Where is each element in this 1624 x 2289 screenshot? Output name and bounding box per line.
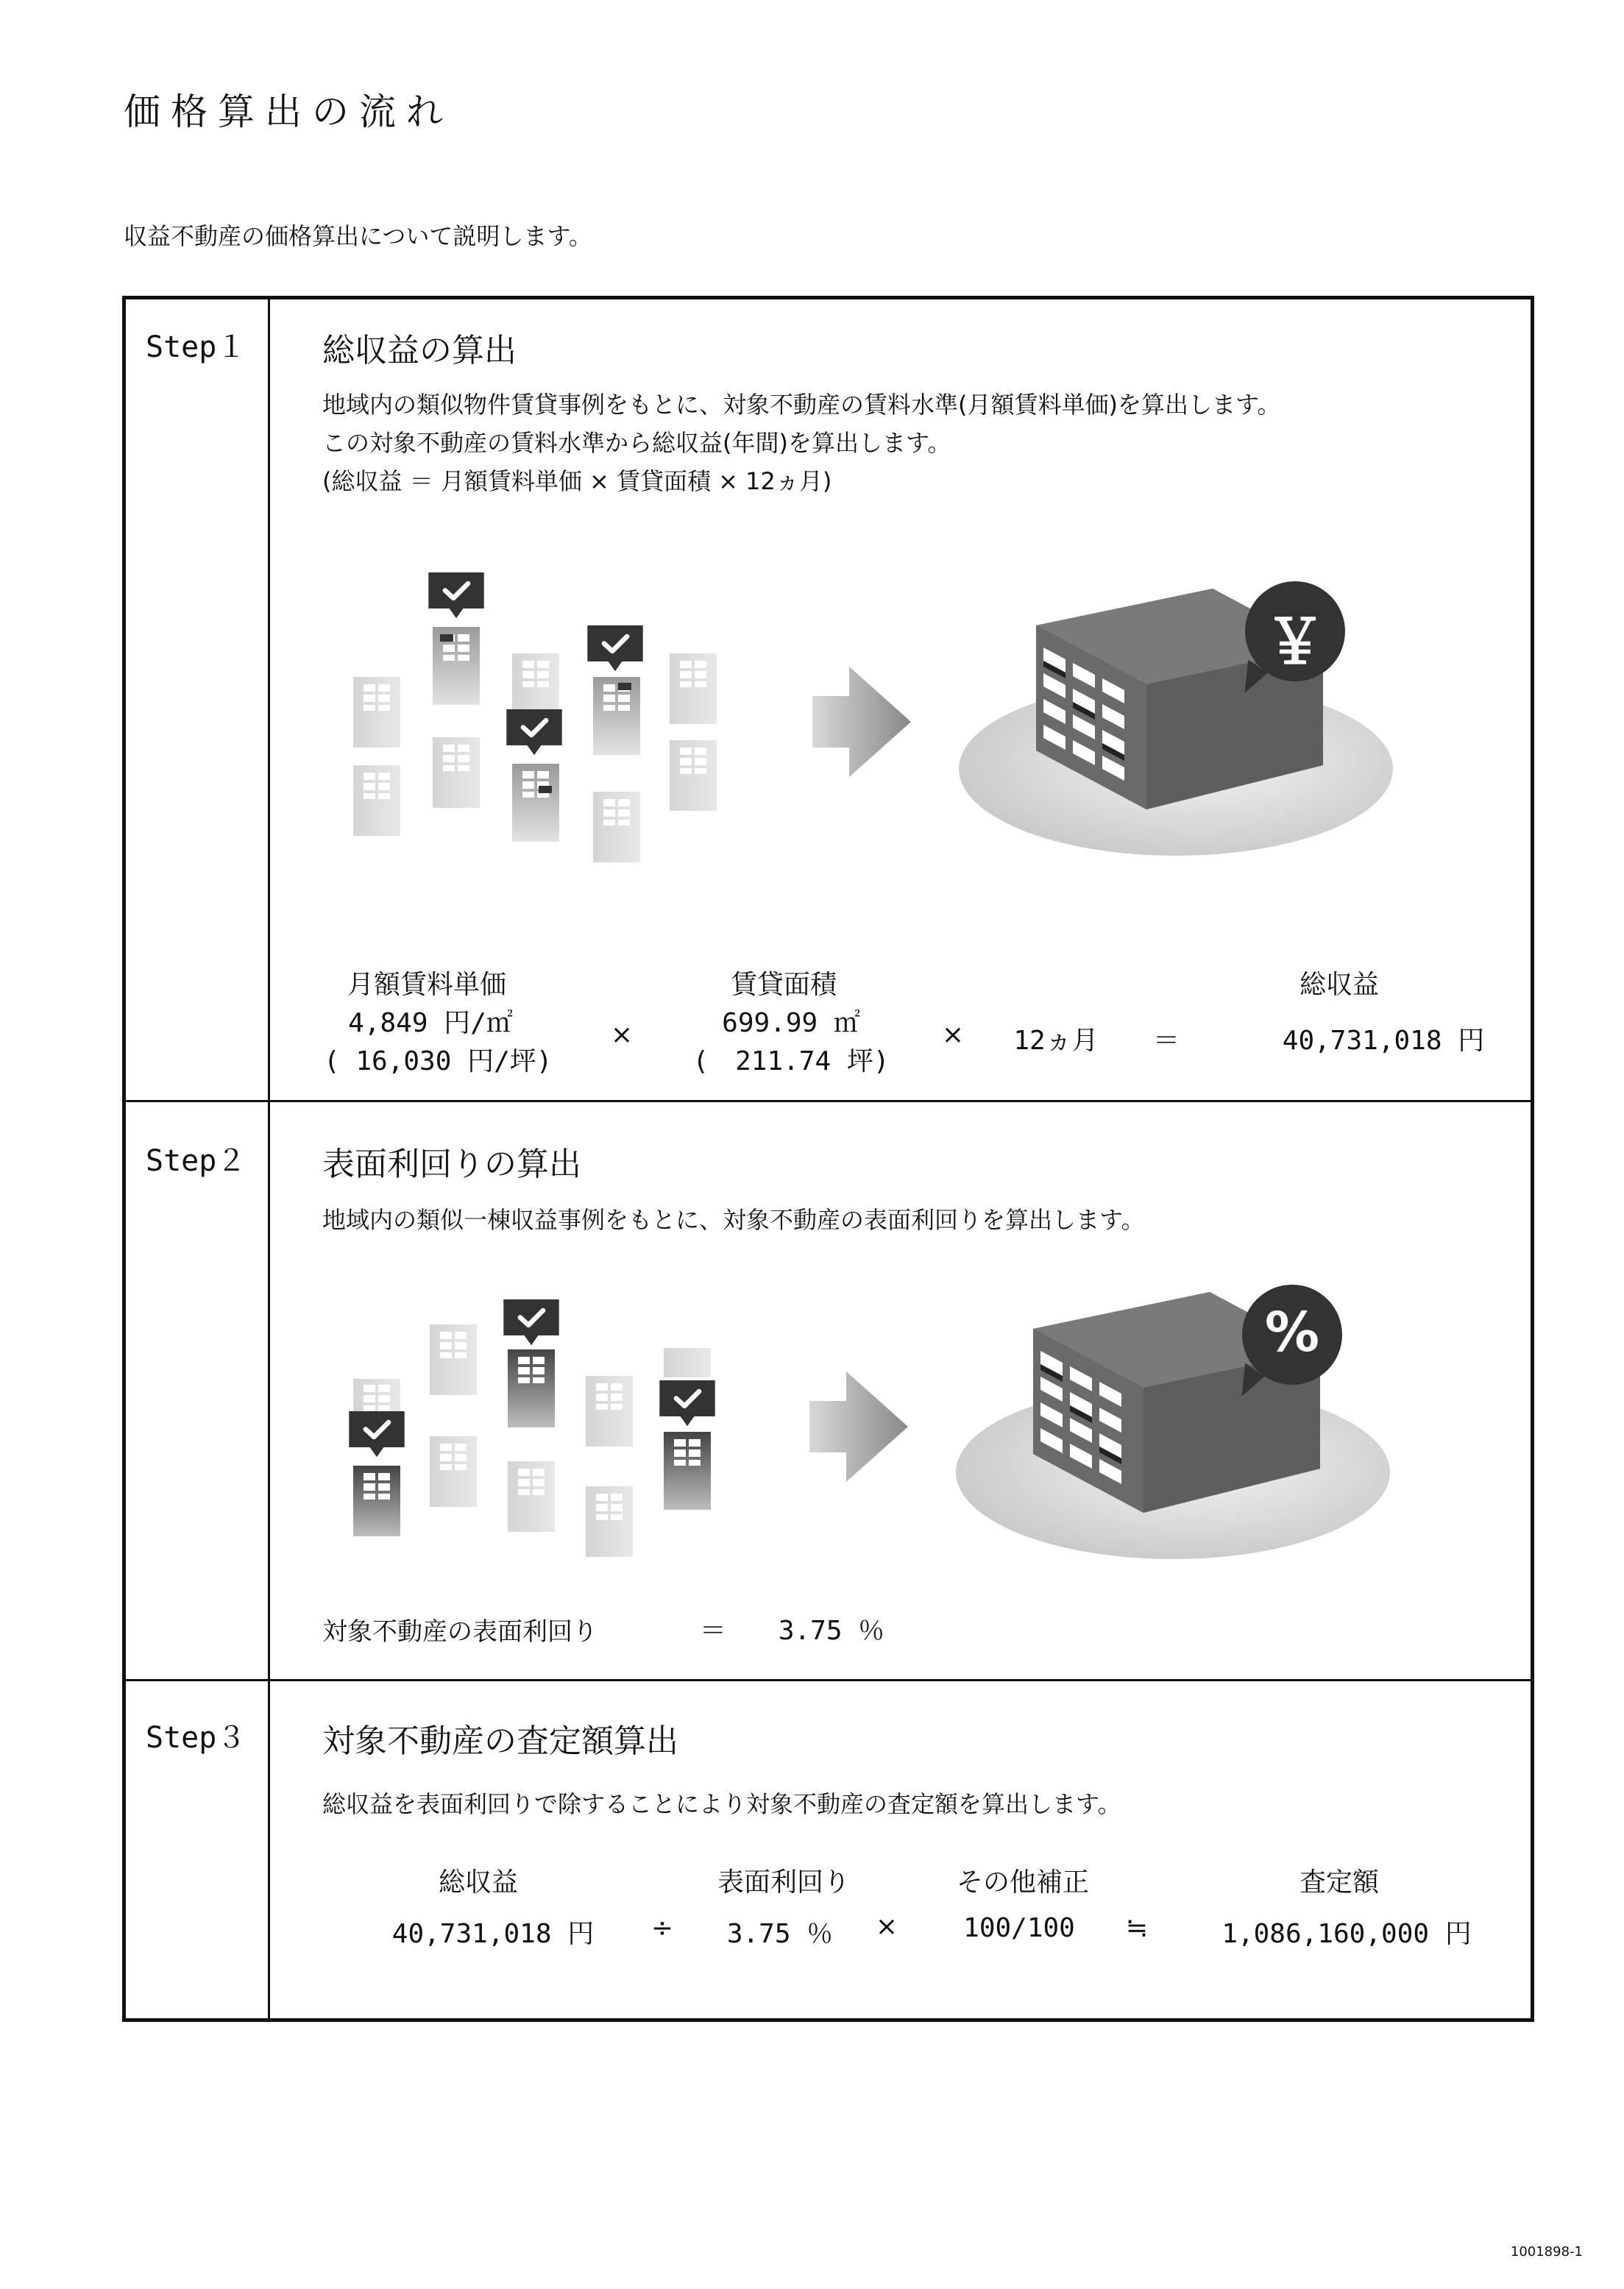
step1-label: Step１ — [146, 330, 247, 364]
building-icon — [430, 1436, 477, 1507]
times-sign: × — [941, 1020, 965, 1050]
page-title: 価格算出の流れ — [124, 91, 453, 133]
times-sign: × — [875, 1912, 898, 1942]
building-icon — [508, 1349, 555, 1427]
check-icon — [587, 625, 642, 671]
yen-badge-icon — [1245, 581, 1345, 681]
equals-sign: ＝ — [699, 1616, 726, 1646]
arrow-right-icon — [809, 1371, 908, 1482]
area-tsubo: ( 211.74 坪) — [692, 1046, 890, 1076]
step1-formula: (総収益 ＝ 月額賃料単価 × 賃貸面積 × 12ヵ月) — [322, 467, 832, 495]
total-income-value: 40,731,018 円 — [1282, 1026, 1485, 1056]
step1-desc2: この対象不動産の賃料水準から総収益(年間)を算出します。 — [322, 429, 951, 457]
yield-label-step3: 表面利回り — [717, 1867, 850, 1898]
step1-heading: 総収益の算出 — [322, 332, 517, 369]
document-code: 1001898-1 — [1510, 2244, 1583, 2260]
percent-badge-icon — [1242, 1285, 1342, 1385]
approx-sign: ≒ — [1125, 1913, 1149, 1943]
arrow-right-icon — [812, 667, 911, 777]
check-icon — [349, 1411, 404, 1457]
yen-symbol: ￥ — [1264, 608, 1325, 678]
area-label: 賃貸面積 — [730, 970, 837, 1000]
building-icon — [670, 740, 717, 811]
step3-heading: 対象不動産の査定額算出 — [322, 1722, 678, 1760]
intro-text: 収益不動産の価格算出について説明します。 — [124, 222, 592, 250]
step3-label: Step３ — [146, 1721, 247, 1755]
step1-desc1: 地域内の類似物件賃貸事例をもとに、対象不動産の賃料水準(月額賃料単価)を算出します。 — [322, 391, 1281, 419]
building-icon — [664, 1348, 711, 1377]
comparable-yields-illustration — [346, 1299, 743, 1564]
step2-label: Step２ — [146, 1144, 247, 1178]
income-label: 総収益 — [438, 1867, 518, 1898]
check-icon — [503, 1299, 559, 1345]
equals-sign: ＝ — [1152, 1026, 1180, 1056]
yield-value-step3: 3.75 ％ — [726, 1919, 834, 1949]
unit-price-label: 月額賃料単価 — [347, 970, 506, 1000]
percent-symbol: % — [1264, 1301, 1320, 1364]
building-icon — [670, 653, 717, 724]
area-sqm: 699.99 ㎡ — [722, 1008, 860, 1038]
building-icon — [664, 1432, 711, 1510]
building-icon — [593, 792, 640, 862]
building-icon — [586, 1486, 633, 1557]
unit-price-tsubo: ( 16,030 円/坪) — [324, 1046, 553, 1076]
building-icon — [433, 627, 480, 705]
comparable-rentals-illustration — [346, 567, 743, 868]
building-icon — [430, 1324, 477, 1395]
appraisal-label: 査定額 — [1299, 1867, 1379, 1898]
table-divider-row1 — [122, 1100, 1534, 1102]
appraisal-value: 1,086,160,000 円 — [1221, 1919, 1472, 1949]
check-icon — [506, 709, 561, 755]
income-value: 40,731,018 円 — [391, 1919, 595, 1949]
building-icon — [353, 677, 400, 748]
table-divider-vertical — [268, 296, 270, 2022]
building-icon — [353, 1466, 400, 1536]
check-icon — [659, 1380, 715, 1426]
table-divider-row2 — [122, 1679, 1534, 1681]
divide-sign: ÷ — [650, 1913, 674, 1943]
yield-label: 対象不動産の表面利回り — [322, 1617, 598, 1647]
building-icon — [508, 1461, 555, 1532]
adjustment-label: その他補正 — [956, 1867, 1089, 1898]
building-icon — [512, 764, 559, 842]
building-icon — [593, 677, 640, 755]
step2-desc1: 地域内の類似一棟収益事例をもとに、対象不動産の表面利回りを算出します。 — [322, 1206, 1145, 1234]
total-income-label: 総収益 — [1299, 970, 1379, 1000]
building-icon — [586, 1376, 633, 1447]
step2-heading: 表面利回りの算出 — [322, 1146, 581, 1183]
yield-value: 3.75 ％ — [778, 1616, 885, 1646]
adjustment-value: 100/100 — [963, 1913, 1075, 1943]
check-icon — [428, 572, 483, 618]
months-value: 12ヵ月 — [1013, 1026, 1099, 1056]
unit-price-sqm: 4,849 円/㎡ — [348, 1008, 513, 1038]
step3-desc1: 総収益を表面利回りで除することにより対象不動産の査定額を算出します。 — [322, 1790, 1121, 1818]
building-icon — [433, 737, 480, 808]
building-icon — [353, 765, 400, 836]
times-sign: × — [610, 1020, 634, 1050]
